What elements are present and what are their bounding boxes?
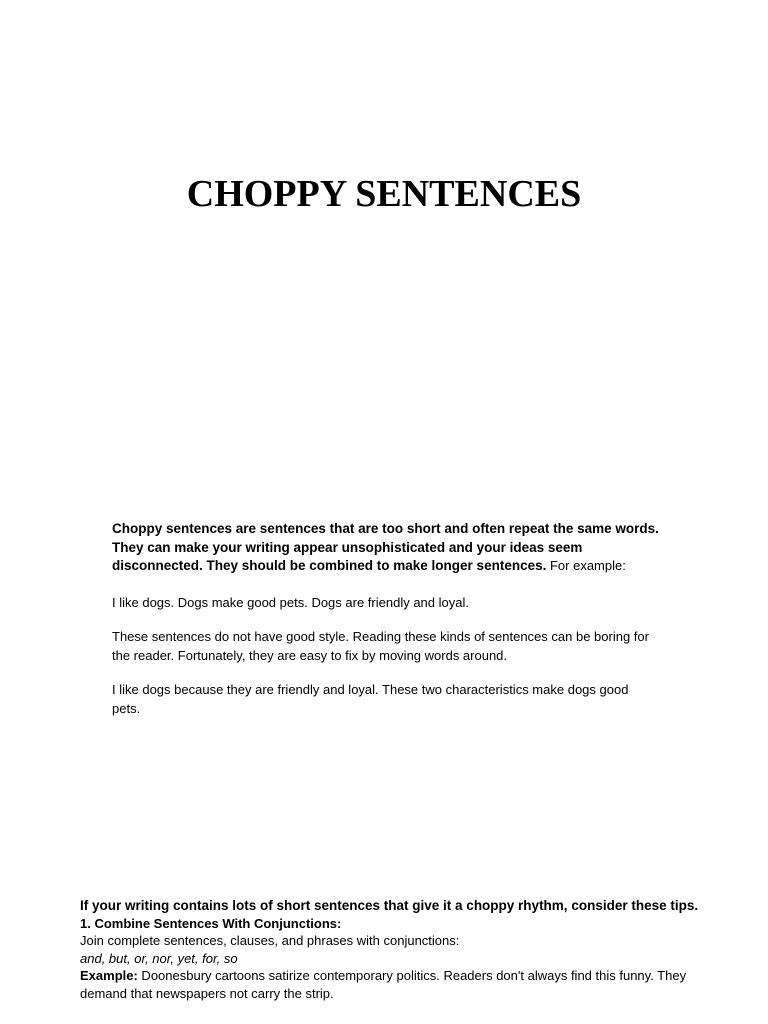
tips-lead: If your writing contains lots of short sentences that give it a choppy rhythm, consider these tips.: [80, 898, 699, 913]
intro-regular-text: For example:: [546, 558, 626, 573]
example-label: Example:: [80, 968, 138, 983]
tip1-heading: 1. Combine Sentences With Conjunctions:: [80, 915, 342, 931]
explanation-paragraph: These sentences do not have good style. Reading these kinds of sentences can be boring for the reader. Fortunately, they are easy to fix by moving words around.: [112, 629, 649, 663]
tips-section: [80, 897, 700, 1002]
choppy-example: I like dogs. Dogs make good pets. Dogs are friendly and loyal.: [112, 595, 469, 610]
tip1-description: Join complete sentences, clauses, and phrases with conjunctions:: [80, 933, 460, 948]
page-title: CHOPPY SENTENCES: [186, 173, 582, 215]
example-text: Doonesbury cartoons satirize contemporary politics. Readers don't always find this funny. They demand that newspapers not carry the strip.: [80, 968, 687, 1001]
fixed-example: I like dogs because they are friendly and loyal. These two characteristics make dogs good pets.: [112, 682, 629, 716]
tip1-conjunctions: and, but, or, nor, yet, for, so: [80, 950, 238, 966]
intro-paragraph: [112, 520, 660, 576]
intro-bold-end: .: [542, 558, 547, 573]
intro-bold-text: Choppy sentences are sentences that are too short and often repeat the same words. They can make your writing appear unsophisticated and your ideas seem disconnected. They should be combined to make longer sentences: [112, 521, 659, 573]
tip1-example: [80, 967, 700, 1002]
